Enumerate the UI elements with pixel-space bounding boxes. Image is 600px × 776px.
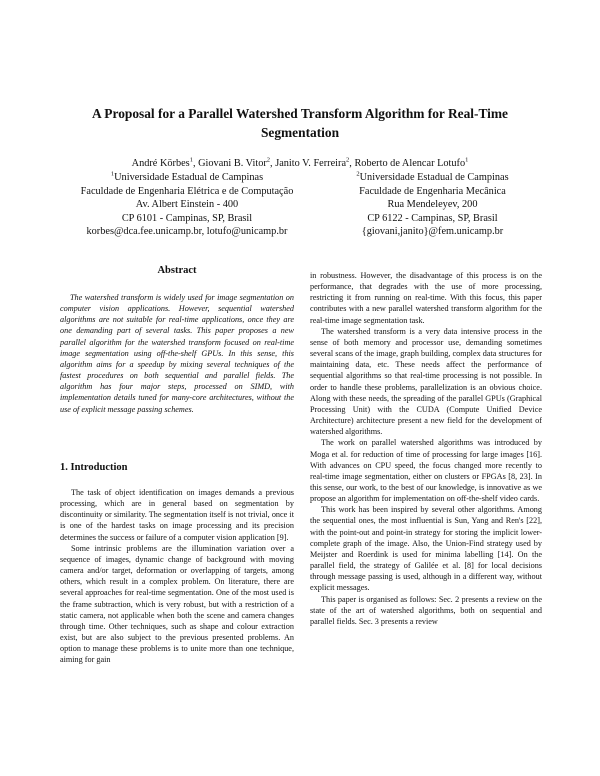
body-paragraph-continued: in robustness. However, the disadvantage of this process is on the performance, that degrades with the use of more processing, restricting it from running on real-time. With this focus, this paper contributes with a new parallel watershed transform algorithm for the real-time image segmentation task. bbox=[310, 271, 542, 325]
body-paragraph: The work on parallel watershed algorithms was introduced by Moga et al. for reduction of time of processing for large images [16]. With advances on CPU speed, the focus changed more recently to real-time image segmentation, either on clusters or FPGAs [8, 23]. In this sense, our work, to the best of our knowledge, is innovative as we propose an algorithm for implementation on off-the-shelf video cards. bbox=[310, 438, 542, 504]
affiliation-university: Universidade Estadual de Campinas bbox=[114, 172, 264, 183]
abstract-heading: Abstract bbox=[157, 265, 197, 276]
abstract-body bbox=[60, 292, 294, 415]
affiliation-city: CP 6122 - Campinas, SP, Brasil bbox=[367, 212, 498, 224]
affiliation-street: Av. Albert Einstein - 400 bbox=[135, 199, 239, 210]
author-affiliation-mark: 1 bbox=[189, 156, 193, 164]
affiliation-street: Rua Mendeleyev, 200 bbox=[387, 199, 478, 210]
affiliation-email: korbes@dca.fee.unicamp.br, lotufo@unicamp.br bbox=[86, 226, 288, 237]
paper-title: A Proposal for a Parallel Watershed Transform Algorithm for Real-Time Segmentation bbox=[92, 106, 508, 140]
affiliation-faculty: Faculdade de Engenharia Elétrica e de Computação bbox=[80, 185, 294, 197]
body-paragraph: The watershed transform is a very data intensive process in the sense of both memory and processor use, demanding sometimes several scans of the image, graph building, complex data structures for maintaining data, etc. These needs affect the performance of sequential algorithms so that real-time processing is not possible. In order to handle these problems, parallelization is an obvious choice. Along with these needs, the spreading of the parallel GPUs (Graphical Processing Unit) with the CUDA (Compute Unified Device Architecture) architecture present a new field for the development of watershed algorithms. bbox=[310, 326, 542, 437]
affiliation-university: Universidade Estadual de Campinas bbox=[359, 172, 509, 183]
affiliation-mark: 2 bbox=[356, 170, 360, 178]
author-name: Janito V. Ferreira bbox=[275, 158, 347, 169]
section-heading-introduction: 1. Introduction bbox=[60, 462, 128, 473]
body-paragraph: The task of object identification on images demands a previous processing, which are in general based on segmentation by discontinuity or similarity. The segmentation itself is not trivial, once it is one of the hardest tasks on image processing and its precision determines the success or failure of a computer vision application [9]. bbox=[60, 488, 294, 542]
affiliation-left bbox=[62, 171, 312, 239]
author-name: Roberto de Alencar Lotufo bbox=[354, 158, 466, 169]
affiliation-mark: 1 bbox=[110, 170, 115, 178]
body-paragraph: Some intrinsic problems are the illumination variation over a sequence of images, dynamic change of background with moving camera and/or target, deformation or overlapping of targets, among others, which result in a complex problem. On literature, there are several approaches for real-time segmentation. One of the most used is the frame subtraction, which is very robust, but with a restriction of a static camera, not applicable when both the scene and camera changes through time. Other techniques, such as shape and colour extraction exist, but are also subject to the previous presented problems. An option to manage these problems is to unite more than one technique, aiming for gain bbox=[60, 543, 294, 665]
affiliation-right bbox=[325, 171, 540, 239]
body-paragraph: This work has been inspired by several other algorithms. Among the sequential ones, the most influential is Sun, Yang and Ren's [22], with the point-out and point-in strategy for storing the implicit lower-complete graph of the image. Also, the Union-Find strategy used by Meijster and Roerdink is used for minima labelling [14]. On the parallel field, the strategy of Galilée et al. [8] for local decisions through message passing is used, although in a different way, without explicit messages. bbox=[310, 505, 542, 593]
author-affiliation-mark: 2 bbox=[346, 156, 350, 164]
affiliation-email: {giovani,janito}@fem.unicamp.br bbox=[361, 226, 504, 237]
body-paragraph: This paper is organised as follows: Sec. 2 presents a review on the state of the art of watershed algorithms, both on sequential and parallel fields. Sec. 3 presents a review bbox=[310, 594, 542, 626]
author-list: André Körbes$^1$, Giovani B. Vitor$^2$, Janito V. Ferreira$^2$, Roberto de Alencar Lotufo$^1$ bbox=[131, 156, 469, 169]
introduction-right-column bbox=[310, 270, 542, 627]
introduction-left-column bbox=[60, 487, 294, 666]
author-name: Giovani B. Vitor bbox=[198, 158, 267, 169]
author-affiliation-mark: 2 bbox=[266, 156, 271, 164]
author-name: André Körbes bbox=[131, 158, 190, 169]
affiliation-faculty: Faculdade de Engenharia Mecânica bbox=[359, 185, 506, 197]
abstract-paragraph: The watershed transform is widely used for image segmentation on computer vision applications. However, sequential watershed algorithms are not suitable for real-time applications, once they are one demanding part of several tasks. This paper proposes a new parallel algorithm for the watershed transform focused on real-time image segmentation using off-the-shelf GPUs. In this sense, this algorithm aims for a speedup by mixing several techniques of the fastest procedures on both sequential and parallel fields. The algorithm has four major steps, processed on SIMD, with implementation details tuned for many-core architectures, without the use of explicit message passing schemes. bbox=[60, 293, 294, 414]
affiliation-city: CP 6101 - Campinas, SP, Brasil bbox=[121, 212, 253, 224]
author-affiliation-mark: 1 bbox=[465, 156, 469, 164]
